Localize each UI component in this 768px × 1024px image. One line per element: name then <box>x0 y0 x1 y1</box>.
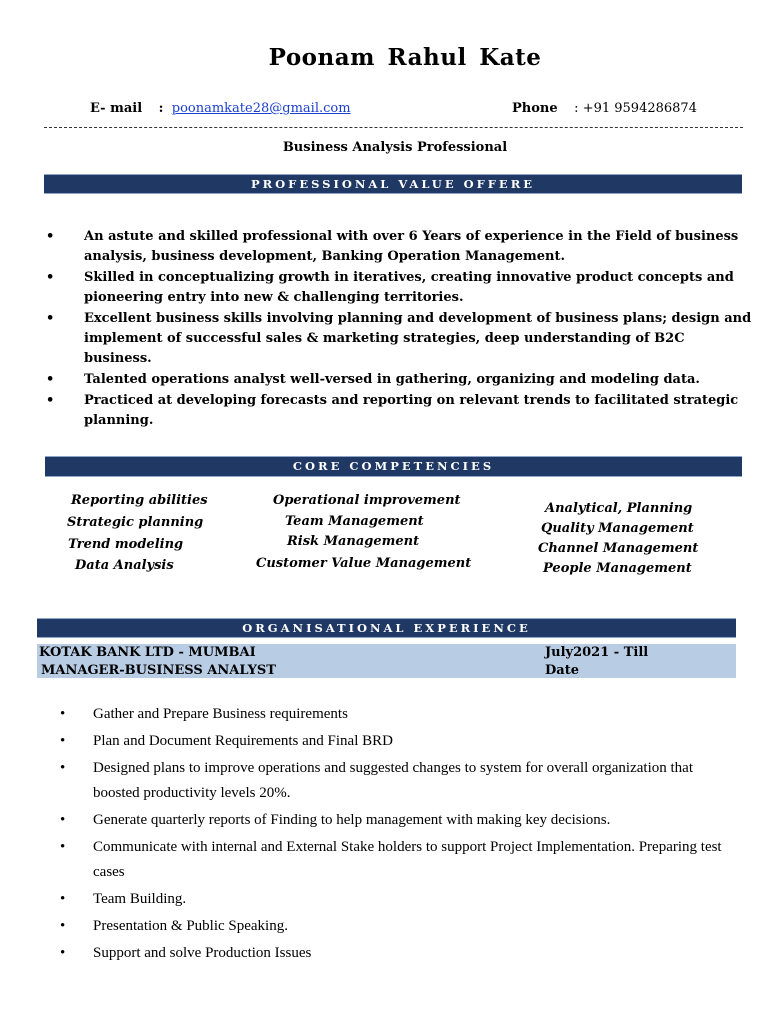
list-item <box>50 914 740 939</box>
email-label: E- mail <box>90 101 143 116</box>
bullet-icon: • <box>60 760 66 776</box>
value-point-text: Talented operations analyst well-versed in gathering, organizing and modeling data. <box>84 372 700 387</box>
bullet-icon: • <box>46 229 55 244</box>
email-row <box>90 101 351 116</box>
duty-text: Communicate with internal and External Stake holders to support Project Implementation. Preparing test cases <box>93 839 722 880</box>
phone-row <box>512 101 697 116</box>
duty-text: Generate quarterly reports of Finding to help management with making key decisions. <box>93 812 611 828</box>
bullet-icon: • <box>46 311 55 326</box>
competency-item: Data Analysis <box>75 558 174 573</box>
bullet-icon: • <box>60 839 66 855</box>
bullet-icon: • <box>60 891 66 907</box>
header-divider <box>44 127 743 128</box>
competency-item: Quality Management <box>541 521 694 536</box>
competency-item: Team Management <box>285 514 424 529</box>
bullet-icon: • <box>60 918 66 934</box>
list-item <box>50 835 740 885</box>
employment-period-end: Date <box>545 663 579 678</box>
list-item <box>44 370 754 390</box>
bullet-icon: • <box>60 706 66 722</box>
competency-item: Analytical, Planning <box>545 501 693 516</box>
competency-item: Strategic planning <box>67 515 204 530</box>
bullet-icon: • <box>60 812 66 828</box>
list-item <box>44 268 754 308</box>
job-title: MANAGER-BUSINESS ANALYST <box>41 663 276 678</box>
competency-item: Reporting abilities <box>71 493 208 508</box>
bullet-icon: • <box>60 733 66 749</box>
duty-text: Designed plans to improve operations and suggested changes to system for overall organization that boosted productivity levels 20%. <box>93 760 693 801</box>
competency-item: Risk Management <box>287 534 420 549</box>
section-header-value-offered: PROFESSIONAL VALUE OFFERE <box>44 174 742 194</box>
value-point-text: Practiced at developing forecasts and reporting on relevant trends to facilitated strategic planning. <box>84 393 739 428</box>
list-item <box>50 702 740 727</box>
value-points-list <box>44 227 754 432</box>
email-separator: : <box>158 101 164 116</box>
bullet-icon: • <box>46 270 55 285</box>
professional-title: Business Analysis Professional <box>282 140 508 155</box>
phone-label: Phone <box>512 101 558 116</box>
list-item <box>50 887 740 912</box>
candidate-name: Poonam Rahul Kate <box>268 44 542 71</box>
duties-list <box>50 702 740 968</box>
phone-number: +91 9594286874 <box>582 101 697 116</box>
phone-separator: : <box>574 101 579 116</box>
duty-text: Presentation & Public Speaking. <box>93 918 288 934</box>
list-item <box>50 756 740 806</box>
duty-text: Support and solve Production Issues <box>93 945 312 961</box>
section-header-core-competencies: CORE COMPETENCIES <box>45 456 742 477</box>
bullet-icon: • <box>46 372 55 387</box>
value-point-text: Skilled in conceptualizing growth in iteratives, creating innovative product concepts and pioneering entry into new & challenging territories. <box>84 270 734 305</box>
list-item <box>44 227 754 267</box>
duty-text: Plan and Document Requirements and Final BRD <box>93 733 393 749</box>
competency-item: Trend modeling <box>68 537 184 552</box>
section-header-organisational-experience: ORGANISATIONAL EXPERIENCE <box>37 618 736 638</box>
email-link[interactable]: poonamkate28@gmail.com <box>171 101 351 116</box>
value-point-text: An astute and skilled professional with over 6 Years of experience in the Field of business analysis, business development, Banking Operation Management. <box>84 229 739 264</box>
competency-item: Channel Management <box>538 541 699 556</box>
employment-period: July2021 - Till <box>545 645 649 660</box>
list-item <box>44 391 754 431</box>
company-name: KOTAK BANK LTD - MUMBAI <box>39 645 256 660</box>
competency-item: Operational improvement <box>273 493 461 508</box>
bullet-icon: • <box>46 393 55 408</box>
list-item <box>50 808 740 833</box>
list-item <box>50 729 740 754</box>
value-point-text: Excellent business skills involving planning and development of business plans; design and implement of successful sales & marketing strategies, deep understanding of B2C business. <box>84 311 752 366</box>
duty-text: Team Building. <box>93 891 187 907</box>
list-item <box>50 941 740 966</box>
list-item <box>44 309 754 369</box>
competency-item: People Management <box>543 561 692 576</box>
competency-item: Customer Value Management <box>256 556 472 571</box>
bullet-icon: • <box>60 945 66 961</box>
duty-text: Gather and Prepare Business requirements <box>93 706 348 722</box>
